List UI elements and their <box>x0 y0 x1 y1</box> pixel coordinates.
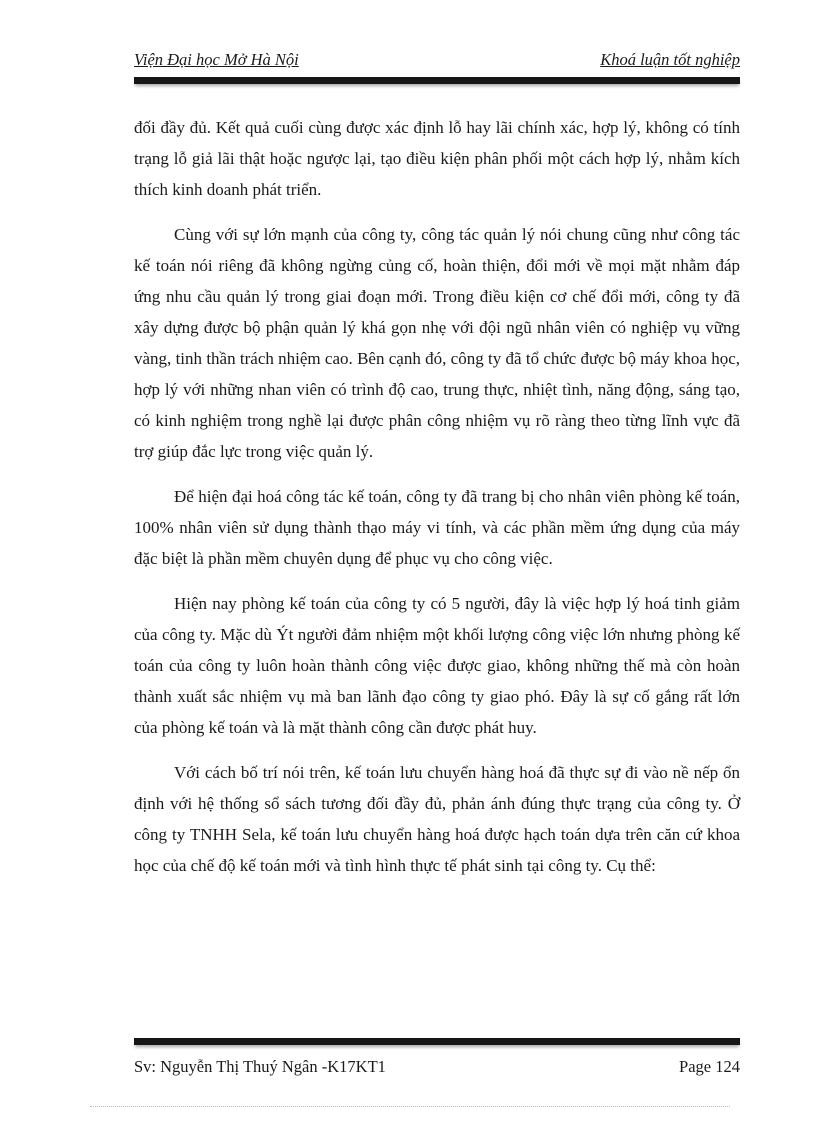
paragraph: Cùng với sự lớn mạnh của công ty, công tác quản lý nói chung cũng như công tác kế toán nói riêng đã không ngừng củng cố, hoàn thiện, đổi mới về mọi mặt nhằm đáp ứng nhu cầu quản lý trong giai đoạn mới. Trong điều kiện cơ chế đổi mới, công ty đã xây dựng được bộ phận quản lý khá gọn nhẹ với đội ngũ nhân viên có nghiệp vụ vững vàng, tinh thần trách nhiệm cao. Bên cạnh đó, công ty đã tổ chức được bộ máy khoa học, hợp lý với những nhan viên có trình độ cao, trung thực, nhiệt tình, năng động, sáng tạo, có kinh nghiệm trong nghề lại được phân công nhiệm vụ rõ ràng theo từng lĩnh vực đã trợ giúp đắc lực trong việc quản lý. <box>134 225 740 461</box>
paragraph: Với cách bố trí nói trên, kế toán lưu chuyển hàng hoá đã thực sự đi vào nề nếp ổn định với hệ thống sổ sách tương đối đầy đủ, phản ánh đúng thực trạng của công ty. Ở công ty TNHH Sela, kế toán lưu chuyển hàng hoá được hạch toán dựa trên căn cứ khoa học của chế độ kế toán mới và tình hình thực tế phát sinh tại công ty. Cụ thể: <box>134 763 740 875</box>
page-bottom-dotted-line <box>90 1106 730 1107</box>
header-institution: Viện Đại học Mở Hà Nội <box>134 50 299 69</box>
paragraph: đối đầy đủ. Kết quả cuối cùng được xác định lỗ hay lãi chính xác, hợp lý, không có tính trạng lỗ giả lãi thật hoặc ngược lại, tạo điều kiện phân phối một cách hợp lý, nhằm kích thích kinh doanh phát triển. <box>134 118 740 199</box>
paragraph: Để hiện đại hoá công tác kế toán, công ty đã trang bị cho nhân viên phòng kế toán, 100% nhân viên sử dụng thành thạo máy vi tính, và các phần mềm ứng dụng của máy đặc biệt là phần mềm chuyên dụng để phục vụ cho công việc. <box>134 487 740 568</box>
header-rule <box>134 77 740 84</box>
footer-author: Sv: Nguyễn Thị Thuý Ngân -K17KT1 <box>134 1057 386 1076</box>
page-footer <box>134 1031 740 1077</box>
paragraph: Hiện nay phòng kế toán của công ty có 5 người, đây là việc hợp lý hoá tinh giảm của công ty. Mặc dù Ýt người đảm nhiệm một khối lượng công việc lớn nhưng phòng kế toán của công ty luôn hoàn thành công việc được giao, không những thế mà còn hoàn thành xuất sắc nhiệm vụ mà ban lãnh đạo công ty giao phó. Đây là sự cố gắng rất lớn của phòng kế toán và là mặt thành công cần được phát huy. <box>134 594 740 737</box>
page-content <box>134 0 740 895</box>
footer-rule <box>134 1038 740 1045</box>
document-body <box>134 112 740 881</box>
footer-page-number: Page 124 <box>679 1057 740 1076</box>
footer-row <box>134 1057 740 1077</box>
header-doc-title: Khoá luận tốt nghiệp <box>600 50 740 69</box>
page-header <box>134 0 740 70</box>
